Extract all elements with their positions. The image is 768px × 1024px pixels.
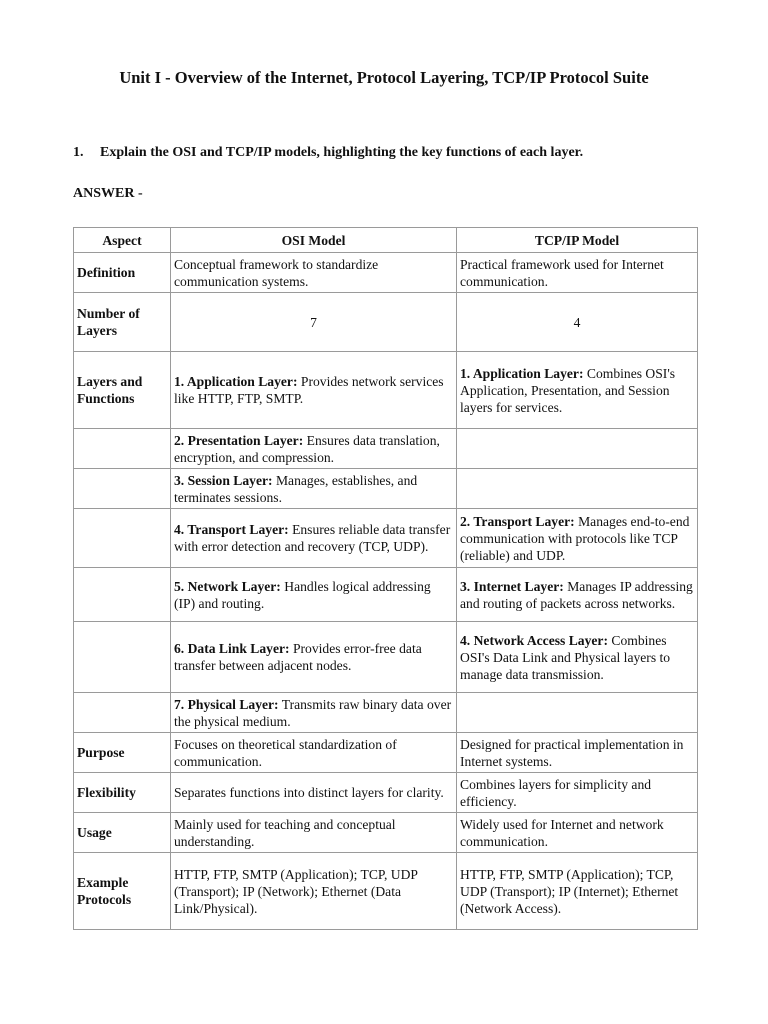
aspect-cell [74,469,171,509]
aspect-cell: Usage [74,813,171,853]
table-header-row [74,228,698,253]
layer-desc: Manages IP addressing and routing of packets across networks. [460,578,693,611]
row-layer-7 [74,693,698,733]
tcp-layer-cell [457,509,698,568]
tcp-layer-cell [457,352,698,429]
comparison-table [73,227,698,930]
row-usage [74,813,698,853]
aspect-cell [74,509,171,568]
layer-desc: Combines OSI's Data Link and Physical layers to manage data transmission. [460,632,671,682]
layer-name: 3. Internet Layer: [460,578,564,594]
aspect-cell: Layers and Functions [74,352,171,429]
tcp-cell: 4 [457,293,698,352]
layer-name: 1. Application Layer: [174,374,298,389]
question-text: Explain the OSI and TCP/IP models, highlighting the key functions of each layer. [100,145,584,160]
aspect-cell: Purpose [74,733,171,773]
tcp-cell: HTTP, FTP, SMTP (Application); TCP, UDP (Transport); IP (Internet); Ethernet (Network Access). [457,853,698,930]
aspect-cell [74,568,171,622]
tcp-layer-cell [457,469,698,509]
layer-desc: Provides network services like HTTP, FTP, SMTP. [174,374,444,406]
question-1 [73,145,583,161]
question-number: 1. [73,145,84,160]
layer-desc: Manages end-to-end communication with protocols like TCP (reliable) and UDP. [460,513,690,563]
layer-desc: Ensures reliable data transfer with error detection and recovery (TCP, UDP). [174,522,451,554]
layer-name: 2. Presentation Layer: [174,432,304,448]
layer-name: 1. Application Layer: [460,365,584,381]
tcp-cell: Designed for practical implementation in Internet systems. [457,733,698,773]
osi-cell: 7 [171,293,457,352]
tcp-cell: Combines layers for simplicity and efficiency. [457,773,698,813]
aspect-cell: Definition [74,253,171,293]
row-example-protocols [74,853,698,930]
layer-desc: Handles logical addressing (IP) and routing. [174,578,431,611]
osi-cell: Conceptual framework to standardize communication systems. [171,253,457,293]
tcp-cell: Practical framework used for Internet communication. [457,253,698,293]
row-layer-1 [74,352,698,429]
row-definition [74,253,698,293]
tcp-layer-cell [457,568,698,622]
osi-cell: Focuses on theoretical standardization of communication. [171,733,457,773]
aspect-cell: Number of Layers [74,293,171,352]
tcp-layer-cell [457,622,698,693]
layer-desc: Manages, establishes, and terminates sessions. [174,472,418,505]
osi-layer-cell [171,352,457,429]
row-flexibility [74,773,698,813]
row-layer-2 [74,429,698,469]
row-number-of-layers [74,293,698,352]
layer-desc: Transmits raw binary data over the physical medium. [174,696,452,729]
osi-layer-cell [171,622,457,693]
row-layer-4 [74,509,698,568]
osi-cell: Mainly used for teaching and conceptual understanding. [171,813,457,853]
osi-cell: Separates functions into distinct layers for clarity. [171,773,457,813]
row-layer-6 [74,622,698,693]
layer-name: 4. Network Access Layer: [460,632,608,648]
tcp-cell: Widely used for Internet and network communication. [457,813,698,853]
layer-name: 2. Transport Layer: [460,513,575,529]
header-aspect: Aspect [74,228,171,253]
row-purpose [74,733,698,773]
document-title: Unit I - Overview of the Internet, Protocol Layering, TCP/IP Protocol Suite [119,68,649,87]
aspect-cell [74,429,171,469]
aspect-cell [74,693,171,733]
layer-name: 5. Network Layer: [174,578,281,594]
layer-name: 7. Physical Layer: [174,696,279,712]
osi-layer-cell [171,429,457,469]
aspect-cell: Example Protocols [74,853,171,930]
row-layer-3 [74,469,698,509]
osi-layer-cell [171,509,457,568]
osi-cell: HTTP, FTP, SMTP (Application); TCP, UDP (Transport); IP (Network); Ethernet (Data Link/Physical). [171,853,457,930]
layer-desc: Provides error-free data transfer between adjacent nodes. [174,641,422,673]
aspect-cell [74,622,171,693]
layer-desc: Combines OSI's Application, Presentation, and Session layers for services. [460,365,676,415]
layer-name: 6. Data Link Layer: [174,641,290,656]
tcp-layer-cell [457,693,698,733]
osi-layer-cell [171,469,457,509]
tcp-layer-cell [457,429,698,469]
layer-desc: Ensures data translation, encryption, and compression. [174,432,440,465]
layer-name: 4. Transport Layer: [174,522,289,537]
header-osi: OSI Model [171,228,457,253]
answer-label: ANSWER - [73,186,143,201]
row-layer-5 [74,568,698,622]
osi-layer-cell [171,568,457,622]
aspect-cell: Flexibility [74,773,171,813]
layer-name: 3. Session Layer: [174,472,273,488]
header-tcp: TCP/IP Model [457,228,698,253]
osi-layer-cell [171,693,457,733]
